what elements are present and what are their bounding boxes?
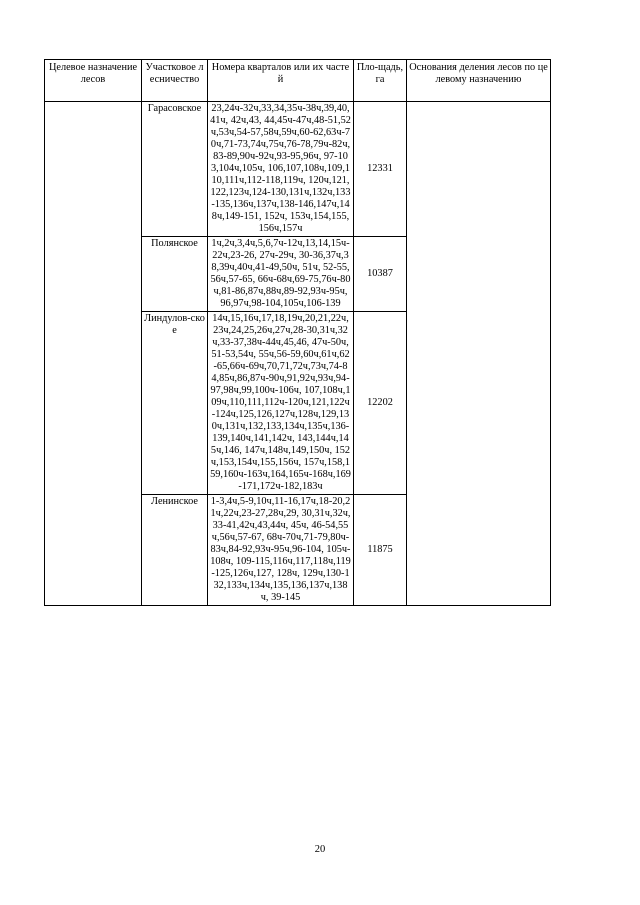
quarters-cell: 23,24ч-32ч,33,34,35ч-38ч,39,40,41ч, 42ч,43, 44,45ч-47ч,48-51,52ч,53ч,54-57,58ч,59ч,60-62,63ч-70ч,71-73,74ч,75ч,76-78,79ч-82ч,83-89,90ч-92ч,93-95,96ч, 97-103,104ч,105ч, 106,107,108ч,109,110,111ч,112-118,119ч, 120ч,121,122,123ч,124-130,131ч,132ч,133-135,136ч,137ч,138-146,147ч,148ч,149-151, 152ч, 153ч,154,155,156ч,157ч — [208, 102, 354, 237]
forest-quarters-table — [44, 59, 551, 606]
area-cell: 11875 — [354, 495, 407, 606]
purpose-cell — [45, 102, 142, 606]
header-quarters: Номера кварталов или их частей — [208, 60, 354, 102]
header-area: Пло-щадь, га — [354, 60, 407, 102]
district-cell: Линдулов-ское — [142, 312, 208, 495]
header-district: Участковое лесничество — [142, 60, 208, 102]
header-basis: Основания деления лесов по целевому назначению — [407, 60, 551, 102]
page-number: 20 — [314, 844, 326, 855]
district-cell: Гарасовское — [142, 102, 208, 237]
district-cell: Ленинское — [142, 495, 208, 606]
area-cell: 12202 — [354, 312, 407, 495]
quarters-cell: 14ч,15,16ч,17,18,19ч,20,21,22ч,23ч,24,25,26ч,27ч,28-30,31ч,32ч,33-37,38ч-44ч,45,46, 47ч-50ч,51-53,54ч, 55ч,56-59,60ч,61ч,62-65,66ч-69ч,70,71,72ч,73ч,74-84,85ч,86,87ч-90ч,91,92ч,93ч,94-97,98ч,99,100ч-106ч, 107,108ч,109ч,110,111,112ч-120ч,121,122ч-124ч,125,126,127ч,128ч,129,130ч,131ч,132,133,134ч,135ч,136-139,140ч,141,142ч, 143,144ч,145ч,146, 147ч,148ч,149,150ч, 152ч,153,154ч,155,156ч, 157ч,158,159,160ч-163ч,164,165ч-168ч,169-171,172ч-182,183ч — [208, 312, 354, 495]
table-row — [45, 102, 551, 237]
basis-cell — [407, 102, 551, 606]
header-purpose: Целевое назначение лесов — [45, 60, 142, 102]
table-header-row — [45, 60, 551, 102]
quarters-cell: 1ч,2ч,3,4ч,5,6,7ч-12ч,13,14,15ч-22ч,23-26, 27ч-29ч, 30-36,37ч,38,39ч,40ч,41-49,50ч, 51ч, 52-55,56ч,57-65, 66ч-68ч,69-75,76ч-80ч,81-86,87ч,88ч,89-92,93ч-95ч, 96,97ч,98-104,105ч,106-139 — [208, 237, 354, 312]
quarters-cell: 1-3,4ч,5-9,10ч,11-16,17ч,18-20,21ч,22ч,23-27,28ч,29, 30,31ч,32ч,33-41,42ч,43,44ч, 45ч, 46-54,55ч,56ч,57-67, 68ч-70ч,71-79,80ч-83ч,84-92,93ч-95ч,96-104, 105ч-108ч, 109-115,116ч,117,118ч,119-125,126ч,127, 128ч, 129ч,130-132,133ч,134ч,135,136,137ч,138ч, 39-145 — [208, 495, 354, 606]
district-cell: Полянское — [142, 237, 208, 312]
area-cell: 12331 — [354, 102, 407, 237]
area-cell: 10387 — [354, 237, 407, 312]
